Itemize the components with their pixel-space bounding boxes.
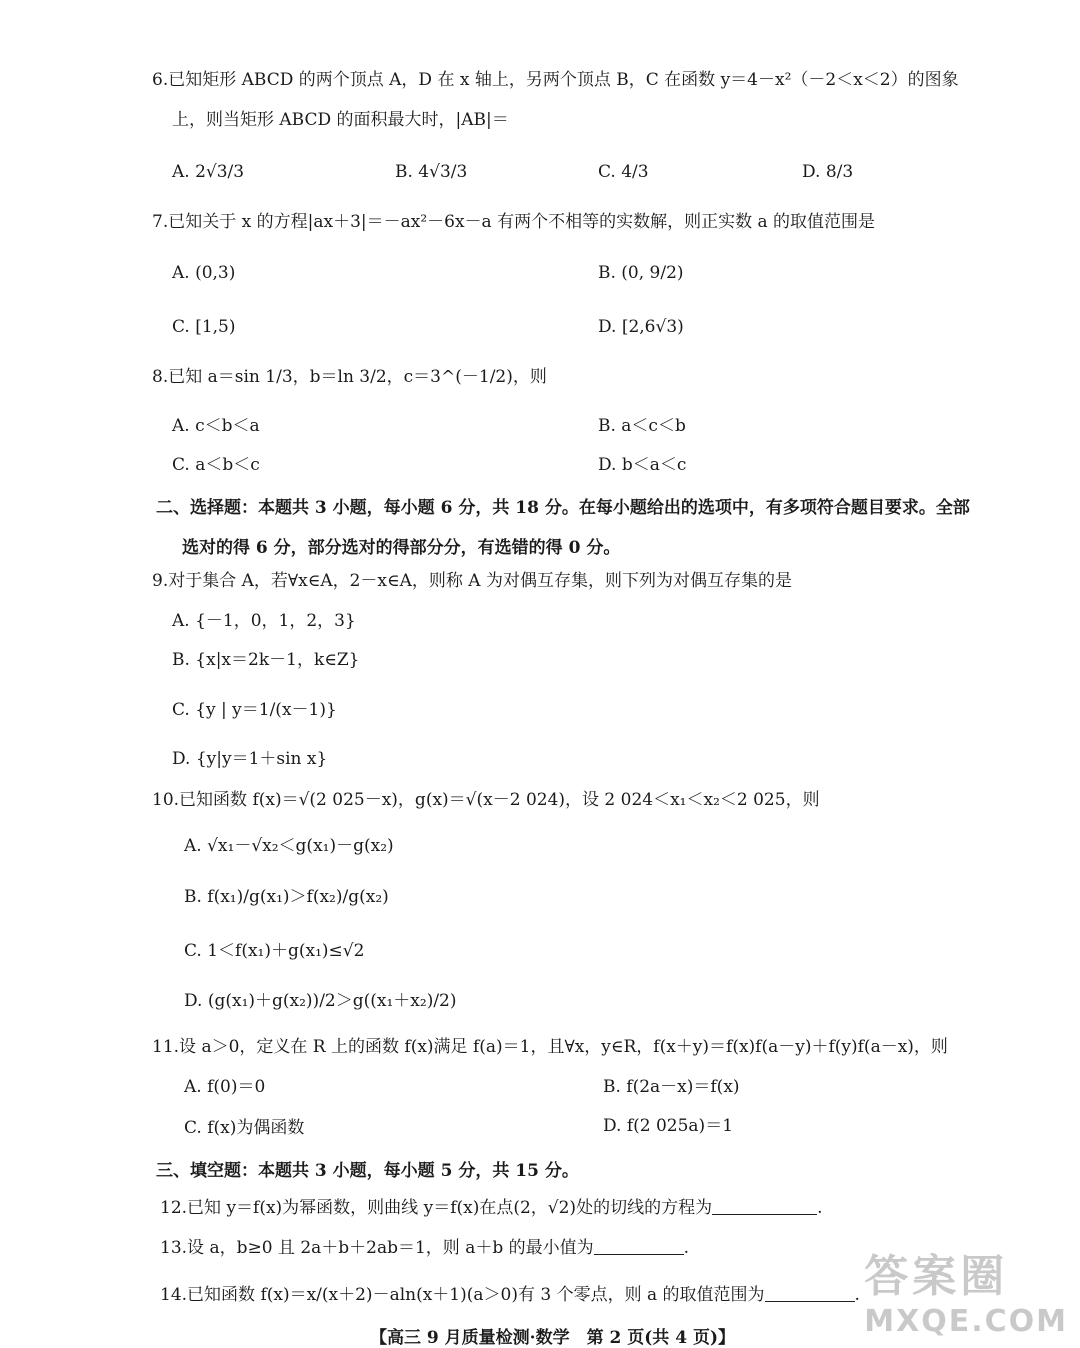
q7-option-b: B. (0, 9/2) <box>598 263 684 283</box>
q13-stem: 13.设 a，b≥0 且 2a＋b＋2ab＝1，则 a＋b 的最小值为 <box>160 1238 594 1258</box>
q7-option-a: A. (0,3) <box>172 263 236 283</box>
q10-option-a: A. √x₁－√x₂＜g(x₁)－g(x₂) <box>184 836 394 856</box>
section2-heading-line2: 选对的得 6 分，部分选对的得部分分，有选错的得 0 分。 <box>182 538 621 558</box>
q9-option-d: D. {y|y＝1＋sin x} <box>172 749 328 769</box>
section2-heading-line1: 二、选择题：本题共 3 小题，每小题 6 分，共 18 分。在每小题给出的选项中，有多项符合题目要求。全部 <box>156 498 970 518</box>
q12 <box>160 1198 822 1218</box>
q8-option-b: B. a＜c＜b <box>598 416 686 436</box>
q13 <box>160 1238 689 1258</box>
q11-option-d: D. f(2 025a)＝1 <box>603 1116 734 1136</box>
q11-option-c: C. f(x)为偶函数 <box>184 1118 305 1138</box>
q10-option-d: D. (g(x₁)＋g(x₂))/2＞g((x₁＋x₂)/2) <box>184 991 457 1011</box>
q8-option-c: C. a＜b＜c <box>172 455 260 475</box>
q12-answer-blank[interactable] <box>712 1200 817 1215</box>
q7-option-c: C. [1,5) <box>172 317 236 337</box>
q6-option-d: D. 8/3 <box>802 162 854 182</box>
q6-option-b: B. 4√3/3 <box>395 162 468 182</box>
q10-option-c: C. 1＜f(x₁)＋g(x₁)≤√2 <box>184 941 365 961</box>
q7-stem: 7.已知关于 x 的方程|ax＋3|＝－ax²－6x－a 有两个不相等的实数解，则正实数 a 的取值范围是 <box>152 212 876 232</box>
q8-option-a: A. c＜b＜a <box>172 416 260 436</box>
watermark-line1: 答案圈 <box>864 1251 1009 1302</box>
q14-answer-blank[interactable] <box>765 1287 855 1302</box>
q10-option-b: B. f(x₁)/g(x₁)＞f(x₂)/g(x₂) <box>184 887 389 907</box>
q6-stem-line1: 6.已知矩形 ABCD 的两个顶点 A，D 在 x 轴上，另两个顶点 B，C 在函数 y＝4－x²（－2＜x＜2）的图象 <box>152 70 959 90</box>
q6-option-a: A. 2√3/3 <box>172 162 245 182</box>
q7-option-d: D. [2,6√3) <box>598 317 684 337</box>
q9-option-c: C. {y | y＝1/(x－1)} <box>172 700 337 720</box>
q9-option-a: A. {－1，0，1，2，3} <box>172 611 356 631</box>
q8-option-d: D. b＜a＜c <box>598 455 687 475</box>
q10-stem: 10.已知函数 f(x)＝√(2 025－x)，g(x)＝√(x－2 024)，设 2 024＜x₁＜x₂＜2 025，则 <box>152 790 820 810</box>
q12-end: . <box>817 1198 823 1218</box>
q9-stem: 9.对于集合 A，若∀x∈A，2－x∈A，则称 A 为对偶互存集，则下列为对偶互存集的是 <box>152 571 792 591</box>
q12-stem: 12.已知 y＝f(x)为幂函数，则曲线 y＝f(x)在点(2，√2)处的切线的方程为 <box>160 1198 713 1218</box>
q9-option-b: B. {x|x＝2k－1，k∈Z} <box>172 650 360 670</box>
watermark-line2: MXQE.COM <box>864 1304 1068 1339</box>
q11-option-b: B. f(2a－x)＝f(x) <box>603 1077 740 1097</box>
watermark-logo <box>864 1240 1068 1339</box>
q13-end: . <box>683 1238 690 1258</box>
q14-stem: 14.已知函数 f(x)＝x/(x＋2)－aln(x＋1)(a＞0)有 3 个零点，则 a 的取值范围为 <box>160 1285 765 1305</box>
page-footer: 【高三 9 月质量检测·数学 第 2 页(共 4 页)】 <box>370 1328 736 1348</box>
q13-answer-blank[interactable] <box>594 1240 684 1255</box>
q14 <box>160 1285 860 1305</box>
q6-option-c: C. 4/3 <box>598 162 649 182</box>
q11-stem: 11.设 a＞0，定义在 R 上的函数 f(x)满足 f(a)＝1，且∀x，y∈R，f(x＋y)＝f(x)f(a－y)＋f(y)f(a－x)，则 <box>152 1037 948 1057</box>
section3-heading: 三、填空题：本题共 3 小题，每小题 5 分，共 15 分。 <box>156 1161 579 1181</box>
q6-stem-line2: 上，则当矩形 ABCD 的面积最大时，|AB|＝ <box>172 110 509 130</box>
q11-option-a: A. f(0)＝0 <box>184 1077 266 1097</box>
q8-stem: 8.已知 a＝sin 1/3，b＝ln 3/2，c＝3^(－1/2)，则 <box>152 367 547 387</box>
q14-end: . <box>854 1285 860 1305</box>
